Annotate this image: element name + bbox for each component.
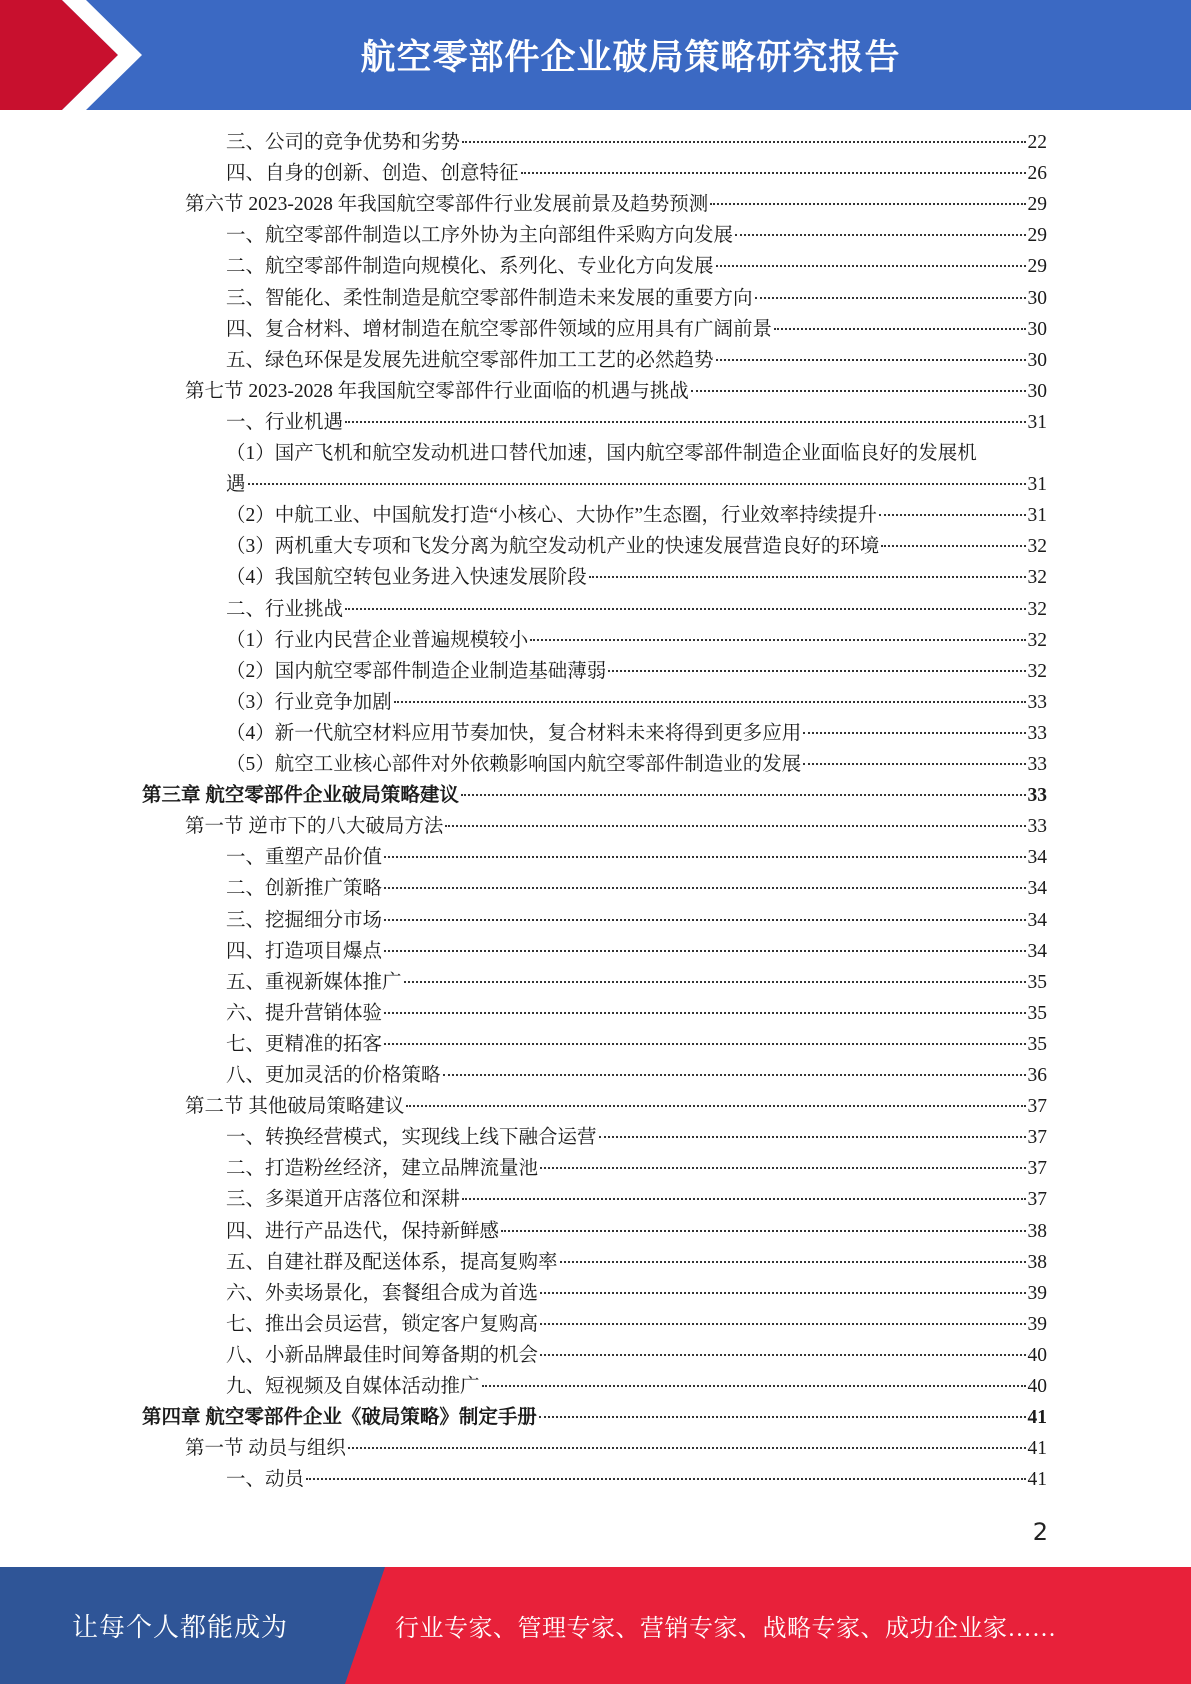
toc-dot-leader xyxy=(608,670,1025,672)
toc-page-number: 36 xyxy=(1027,1065,1047,1086)
toc-dot-leader xyxy=(540,1323,1025,1325)
toc-dot-leader xyxy=(879,514,1025,516)
toc-item-entry[interactable] xyxy=(226,1216,1047,1247)
toc-entry-title: （4）新一代航空材料应用节奏加快，复合材料未来将得到更多应用 xyxy=(226,722,802,744)
toc-entry-title: 九、短视频及自媒体活动推广 xyxy=(226,1376,480,1397)
toc-dot-leader xyxy=(803,732,1025,734)
toc-item-entry[interactable] xyxy=(226,625,1047,656)
toc-entry-title: 四、进行产品迭代，保持新鲜感 xyxy=(226,1220,500,1242)
toc-page-number: 33 xyxy=(1027,816,1047,838)
toc-page-number: 40 xyxy=(1027,1344,1047,1366)
toc-dot-leader xyxy=(755,297,1026,299)
toc-entry-title: 第七节 2023-2028 年我国航空零部件行业面临的机遇与挑战 xyxy=(185,380,689,402)
toc-entry-title: 三、挖掘细分市场 xyxy=(226,909,383,931)
toc-dot-leader xyxy=(384,950,1025,952)
toc-item-entry[interactable] xyxy=(226,1153,1047,1184)
toc-page-number: 32 xyxy=(1027,660,1047,682)
toc-dot-leader xyxy=(540,1354,1025,1356)
toc-item-entry[interactable] xyxy=(226,936,1047,967)
toc-dot-leader xyxy=(462,141,1025,143)
toc-entry-title: 二、打造粉丝经济，建立品牌流量池 xyxy=(226,1158,539,1180)
page-number: 2 xyxy=(1032,1518,1048,1546)
footer-roles: 行业专家、管理专家、营销专家、战略专家、成功企业家…… xyxy=(395,1616,1057,1642)
toc-entry-title: （1）国产飞机和航空发动机进口替代加速，国内航空零部件制造企业面临良好的发展机 xyxy=(226,443,977,464)
toc-dot-leader xyxy=(384,887,1025,889)
toc-page-number: 38 xyxy=(1027,1251,1047,1273)
toc-entry-title: 六、提升营销体验 xyxy=(226,1002,383,1024)
toc-page-number: 32 xyxy=(1027,567,1047,589)
toc-entry-title: 第二节 其他破局策略建议 xyxy=(185,1096,405,1118)
toc-page-number: 41 xyxy=(1027,1438,1047,1460)
toc-item-entry[interactable] xyxy=(226,1371,1047,1402)
toc-item-entry[interactable] xyxy=(226,998,1047,1029)
toc-page-number: 34 xyxy=(1027,909,1047,931)
toc-item-entry[interactable] xyxy=(226,842,1047,873)
toc-item-entry[interactable] xyxy=(226,1464,1047,1495)
toc-page-number: 37 xyxy=(1027,1127,1047,1149)
toc-dot-leader xyxy=(716,265,1026,267)
toc-item-entry[interactable] xyxy=(226,562,1047,593)
toc-chapter-entry[interactable] xyxy=(142,780,1047,811)
toc-page-number: 31 xyxy=(1027,474,1047,496)
toc-entry-title: 一、重塑产品价值 xyxy=(226,847,383,869)
toc-page-number: 33 xyxy=(1027,691,1047,713)
toc-page-number: 41 xyxy=(1027,1407,1047,1429)
toc-dot-leader xyxy=(345,421,1025,423)
toc-entry-title: 第一节 逆市下的八大破局方法 xyxy=(185,816,444,838)
toc-item-entry[interactable] xyxy=(226,687,1047,718)
toc-item-entry[interactable] xyxy=(226,1122,1047,1153)
toc-section-entry[interactable] xyxy=(185,811,1047,842)
toc-entry-title: 五、重视新媒体推广 xyxy=(226,971,402,993)
toc-section-entry[interactable] xyxy=(185,189,1047,220)
toc-item-entry[interactable] xyxy=(226,407,1047,438)
toc-page-number: 35 xyxy=(1027,971,1047,993)
toc-item-entry[interactable] xyxy=(226,438,1047,469)
toc-item-entry[interactable] xyxy=(226,594,1047,625)
toc-entry-title: 第一节 动员与组织 xyxy=(185,1438,346,1460)
toc-page-number: 39 xyxy=(1027,1282,1047,1304)
toc-page-number: 34 xyxy=(1027,940,1047,962)
toc-dot-leader xyxy=(589,576,1026,578)
toc-item-entry[interactable] xyxy=(226,656,1047,687)
toc-page-number: 33 xyxy=(1027,754,1047,775)
toc-page-number: 32 xyxy=(1027,536,1047,558)
toc-entry-title: 二、行业挑战 xyxy=(226,598,344,620)
toc-entry-title: 七、推出会员运营，锁定客户复购高 xyxy=(226,1313,539,1335)
toc-page-number: 39 xyxy=(1027,1313,1047,1335)
toc-entry-title: 二、创新推广策略 xyxy=(226,878,383,900)
toc-item-entry[interactable] xyxy=(226,314,1047,345)
toc-dot-leader xyxy=(501,1230,1025,1232)
toc-entry-title: （3）行业竞争加剧 xyxy=(226,691,392,713)
toc-entry-title: （5）航空工业核心部件对外依赖影响国内航空零部件制造业的发展 xyxy=(226,754,802,775)
toc-page-number: 32 xyxy=(1027,598,1047,620)
toc-dot-leader xyxy=(716,359,1026,361)
toc-entry-title: 五、绿色环保是发展先进航空零部件加工工艺的必然趋势 xyxy=(226,349,714,371)
toc-item-entry[interactable] xyxy=(226,967,1047,998)
toc-page-number: 32 xyxy=(1027,629,1047,651)
toc-dot-leader xyxy=(348,1447,1026,1449)
toc-page-number: 34 xyxy=(1027,847,1047,869)
toc-page-number: 30 xyxy=(1027,349,1047,371)
toc-page-number: 37 xyxy=(1027,1158,1047,1180)
toc-entry-title: 三、公司的竞争优势和劣势 xyxy=(226,132,461,153)
toc-dot-leader xyxy=(735,234,1025,236)
toc-item-entry[interactable] xyxy=(226,283,1047,314)
toc-dot-leader xyxy=(540,1292,1025,1294)
toc-page-number: 30 xyxy=(1027,380,1047,402)
toc-dot-leader xyxy=(691,390,1026,392)
toc-entry-title: 一、转换经营模式，实现线上线下融合运营 xyxy=(226,1127,597,1149)
page-header xyxy=(0,0,1191,110)
toc-entry-title: （3）两机重大专项和飞发分离为航空发动机产业的快速发展营造良好的环境 xyxy=(226,536,880,558)
toc-dot-leader xyxy=(384,856,1025,858)
toc-item-entry[interactable] xyxy=(226,500,1047,531)
toc-item-entry[interactable] xyxy=(226,220,1047,251)
toc-entry-title: 第六节 2023-2028 年我国航空零部件行业发展前景及趋势预测 xyxy=(185,194,709,216)
toc-section-entry[interactable] xyxy=(185,1091,1047,1122)
toc-entry-title: 四、打造项目爆点 xyxy=(226,940,383,962)
toc-dot-leader xyxy=(539,1416,1026,1418)
toc-entry-title: （1）行业内民营企业普遍规模较小 xyxy=(226,629,529,651)
toc-dot-leader xyxy=(345,608,1025,610)
toc-item-entry[interactable] xyxy=(226,345,1047,376)
toc-dot-leader xyxy=(461,794,1026,796)
toc-entry-title: 遇 xyxy=(226,474,246,496)
toc-dot-leader xyxy=(530,639,1025,641)
toc-page-number: 37 xyxy=(1027,1189,1047,1211)
toc-item-entry[interactable] xyxy=(226,1029,1047,1060)
toc-entry-title: 二、航空零部件制造向规模化、系列化、专业化方向发展 xyxy=(226,256,714,278)
toc-entry-title: 第三章 航空零部件企业破局策略建议 xyxy=(142,785,459,807)
toc-page-number: 31 xyxy=(1027,505,1047,527)
toc-entry-title: 三、智能化、柔性制造是航空零部件制造未来发展的重要方向 xyxy=(226,287,753,309)
toc-dot-leader xyxy=(306,1478,1025,1480)
toc-dot-leader xyxy=(384,919,1025,921)
toc-dot-leader xyxy=(462,1198,1025,1200)
page-footer xyxy=(0,1567,1191,1684)
toc-item-entry[interactable] xyxy=(226,1278,1047,1309)
toc-item-entry[interactable] xyxy=(226,158,1047,189)
toc-page-number: 40 xyxy=(1027,1376,1047,1397)
toc-entry-title: （2）中航工业、中国航发打造“小核心、大协作”生态圈，行业效率持续提升 xyxy=(226,505,878,527)
toc-entry-title: 第四章 航空零部件企业《破局策略》制定手册 xyxy=(142,1407,537,1429)
toc-item-entry[interactable] xyxy=(226,469,1047,500)
toc-item-entry[interactable] xyxy=(226,1060,1047,1091)
toc-item-entry[interactable] xyxy=(226,127,1047,158)
toc-page-number: 30 xyxy=(1027,287,1047,309)
toc-dot-leader xyxy=(482,1385,1026,1387)
toc-dot-leader xyxy=(803,763,1025,765)
toc-section-entry[interactable] xyxy=(185,376,1047,407)
toc-dot-leader xyxy=(710,203,1025,205)
toc-page-number: 41 xyxy=(1027,1469,1047,1491)
footer-slogan: 让每个人都能成为 xyxy=(71,1613,288,1642)
toc-page-number: 31 xyxy=(1027,411,1047,433)
toc-entry-title: 六、外卖场景化，套餐组合成为首选 xyxy=(226,1282,539,1304)
toc-dot-leader xyxy=(881,545,1025,547)
toc-item-entry[interactable] xyxy=(226,251,1047,282)
toc-dot-leader xyxy=(384,1043,1025,1045)
toc-page-number: 34 xyxy=(1027,878,1047,900)
toc-item-entry[interactable] xyxy=(226,1340,1047,1371)
toc-entry-title: 五、自建社群及配送体系，提高复购率 xyxy=(226,1251,558,1273)
toc-page-number: 26 xyxy=(1027,163,1047,185)
toc-entry-title: 四、自身的创新、创造、创意特征 xyxy=(226,163,519,185)
toc-page-number: 22 xyxy=(1027,132,1047,153)
toc-dot-leader xyxy=(599,1136,1026,1138)
toc-dot-leader xyxy=(540,1167,1025,1169)
toc-entry-title: （4）我国航空转包业务进入快速发展阶段 xyxy=(226,567,587,589)
toc-page-number: 35 xyxy=(1027,1033,1047,1055)
toc-dot-leader xyxy=(384,1012,1025,1014)
toc-dot-leader xyxy=(406,1105,1025,1107)
header-arrow-decoration xyxy=(0,0,160,110)
toc-page-number: 29 xyxy=(1027,225,1047,247)
toc-dot-leader xyxy=(774,328,1025,330)
toc-entry-title: 八、更加灵活的价格策略 xyxy=(226,1065,441,1086)
toc-item-entry[interactable] xyxy=(226,1247,1047,1278)
toc-dot-leader xyxy=(443,1074,1026,1076)
toc-item-entry[interactable] xyxy=(226,1184,1047,1215)
toc-entry-title: 八、小新品牌最佳时间筹备期的机会 xyxy=(226,1344,539,1366)
toc-item-entry[interactable] xyxy=(226,873,1047,904)
toc-page-number: 37 xyxy=(1027,1096,1047,1118)
toc-entry-title: 一、航空零部件制造以工序外协为主向部组件采购方向发展 xyxy=(226,225,734,247)
toc-entry-title: （2）国内航空零部件制造企业制造基础薄弱 xyxy=(226,660,607,682)
toc-page-number: 29 xyxy=(1027,194,1047,216)
toc-entry-title: 一、行业机遇 xyxy=(226,411,344,433)
toc-page-number: 33 xyxy=(1027,722,1047,744)
toc-entry-title: 七、更精准的拓客 xyxy=(226,1033,383,1055)
toc-item-entry[interactable] xyxy=(226,905,1047,936)
toc-page-number: 30 xyxy=(1027,318,1047,340)
report-title: 航空零部件企业破局策略研究报告 xyxy=(360,38,901,78)
toc-dot-leader xyxy=(521,172,1026,174)
toc-dot-leader xyxy=(394,701,1026,703)
toc-item-entry[interactable] xyxy=(226,718,1047,749)
toc-page-number: 38 xyxy=(1027,1220,1047,1242)
toc-chapter-entry[interactable] xyxy=(142,1402,1047,1433)
toc-dot-leader xyxy=(404,981,1026,983)
toc-entry-title: 一、动员 xyxy=(226,1469,305,1491)
toc-dot-leader xyxy=(445,825,1025,827)
toc-entry-title: 四、复合材料、增材制造在航空零部件领域的应用具有广阔前景 xyxy=(226,318,773,340)
toc-dot-leader xyxy=(248,483,1026,485)
toc-page-number: 33 xyxy=(1027,785,1047,807)
toc-dot-leader xyxy=(560,1261,1026,1263)
toc-page-number: 29 xyxy=(1027,256,1047,278)
toc-section-entry[interactable] xyxy=(185,1433,1047,1464)
toc-item-entry[interactable] xyxy=(226,531,1047,562)
toc-entry-title: 三、多渠道开店落位和深耕 xyxy=(226,1189,461,1211)
toc-item-entry[interactable] xyxy=(226,749,1047,780)
toc-item-entry[interactable] xyxy=(226,1309,1047,1340)
toc-page-number: 35 xyxy=(1027,1002,1047,1024)
